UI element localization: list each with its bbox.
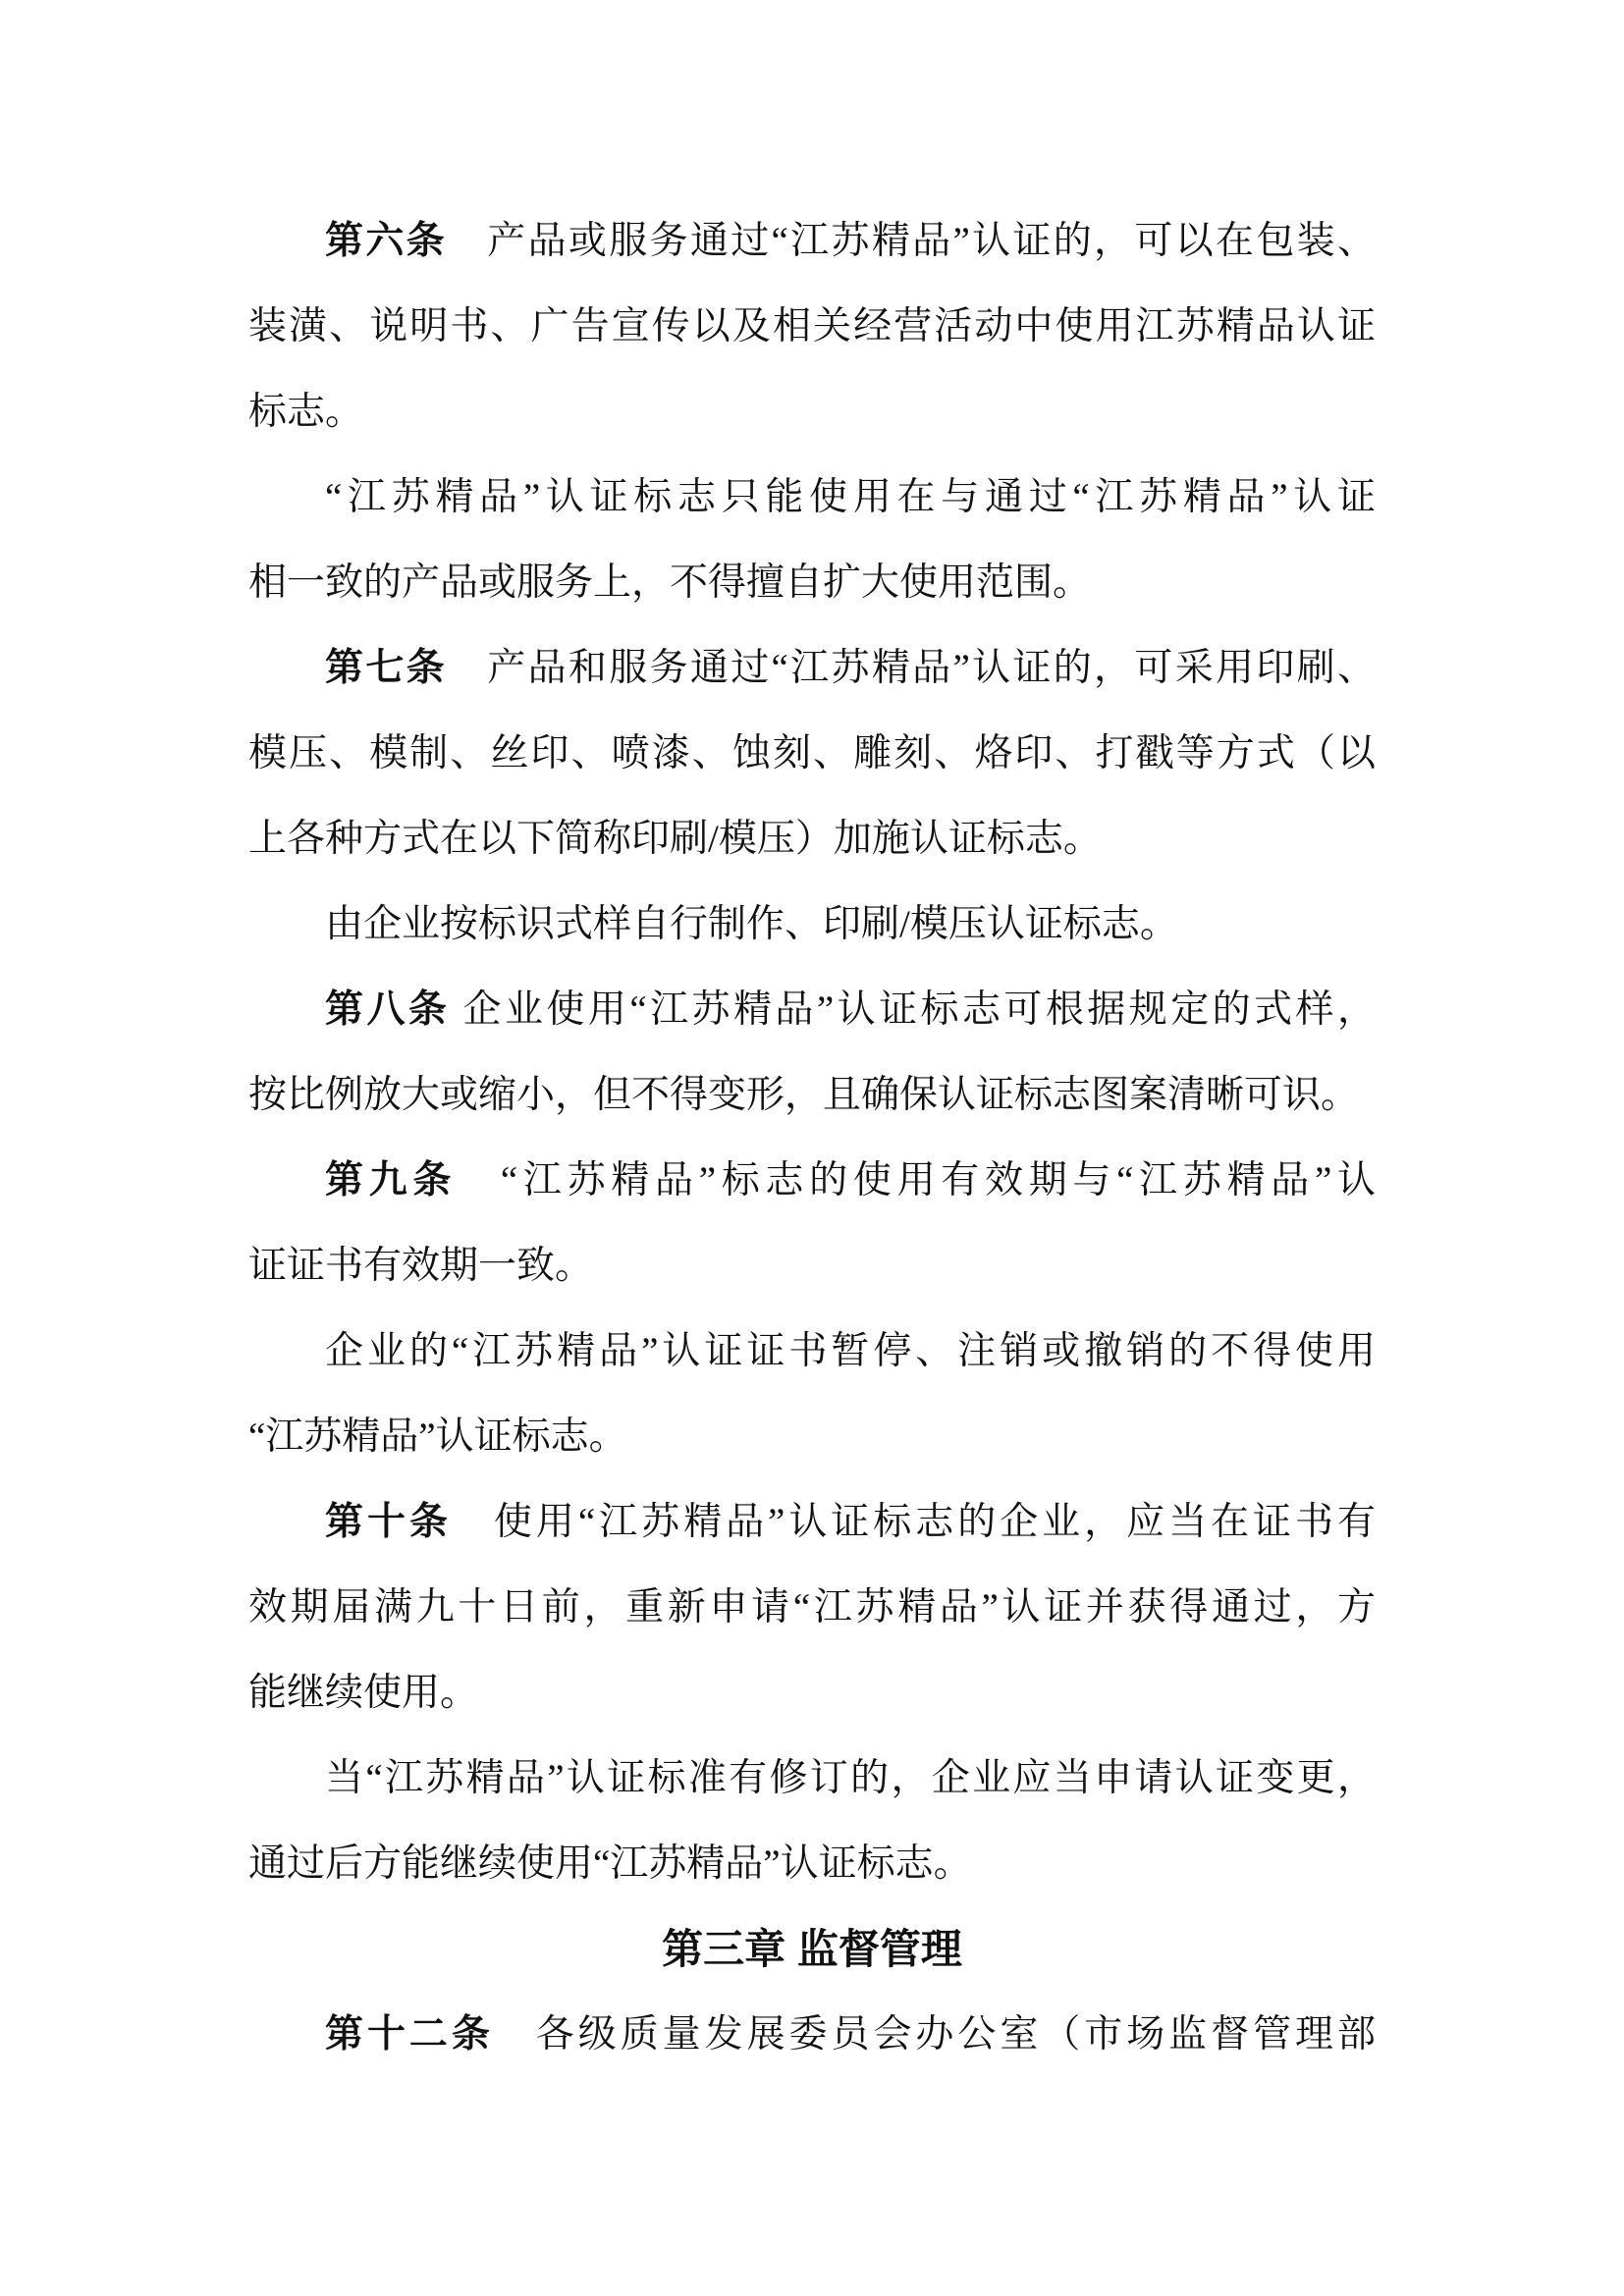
line-text: 装潢、说明书、广告宣传以及相关经营活动中使用江苏精品认证	[248, 305, 1376, 347]
line-text: 模压、模制、丝印、喷漆、蚀刻、雕刻、烙印、打戳等方式（以	[248, 732, 1376, 774]
text-line	[248, 454, 1376, 540]
text-line	[248, 1138, 1376, 1223]
line-text: 产品或服务通过“江苏精品”认证的，可以在包装、	[446, 220, 1376, 262]
text-line	[248, 625, 1376, 711]
article-number: 第八条	[325, 988, 451, 1031]
text-line	[248, 1394, 1376, 1479]
article-number: 第十条	[325, 1501, 452, 1543]
article-number: 第九条	[325, 1159, 458, 1201]
line-text: 能继续使用。	[248, 1672, 479, 1714]
text-line	[248, 1565, 1376, 1650]
text-line	[248, 1992, 1376, 2077]
text-line	[248, 967, 1376, 1052]
text-line	[248, 369, 1376, 454]
text-line	[248, 1308, 1376, 1394]
line-text: 标志。	[248, 391, 364, 433]
line-text: 各级质量发展委员会办公室（市场监督管理部	[493, 2013, 1376, 2056]
line-text: 相一致的产品或服务上，不得擅自扩大使用范围。	[248, 561, 1092, 604]
line-text: 按比例放大或缩小，但不得变形，且确保认证标志图案清晰可识。	[248, 1074, 1360, 1116]
line-text: 证证书有效期一致。	[248, 1245, 594, 1287]
article-number: 第十二条	[325, 2013, 494, 2056]
document-body	[248, 198, 1376, 2077]
article-number: 第六条	[325, 220, 447, 262]
text-line	[248, 711, 1376, 796]
line-text: 企业使用“江苏精品”认证标志可根据规定的式样，	[450, 988, 1376, 1031]
line-text: 由企业按标识式样自行制作、印刷/模压认证标志。	[325, 903, 1178, 945]
text-line	[248, 198, 1376, 284]
line-text: 上各种方式在以下简称印刷/模压）加施认证标志。	[248, 818, 1102, 860]
line-text: 当“江苏精品”认证标准有修订的，企业应当申请认证变更，	[325, 1757, 1376, 1799]
text-line	[248, 1735, 1376, 1821]
text-line	[248, 881, 1376, 967]
line-text: “江苏精品”认证标志只能使用在与通过“江苏精品”认证	[325, 476, 1376, 518]
text-line	[248, 796, 1376, 881]
text-line	[248, 1052, 1376, 1138]
article-number: 第七条	[325, 647, 447, 689]
text-line	[248, 1650, 1376, 1735]
line-text: “江苏精品”标志的使用有效期与“江苏精品”认	[457, 1159, 1376, 1201]
text-line	[248, 1223, 1376, 1308]
line-text: 使用“江苏精品”认证标志的企业，应当在证书有	[451, 1501, 1376, 1543]
text-line	[248, 1821, 1376, 1906]
article-number: 第三章 监督管理	[662, 1926, 962, 1972]
line-text: 产品和服务通过“江苏精品”认证的，可采用印刷、	[446, 647, 1376, 689]
line-text: “江苏精品”认证标志。	[248, 1415, 627, 1458]
text-line	[248, 284, 1376, 369]
line-text: 通过后方能继续使用“江苏精品”认证标志。	[248, 1842, 972, 1885]
chapter-heading	[248, 1906, 1376, 1992]
text-line	[248, 540, 1376, 625]
text-line	[248, 1479, 1376, 1565]
line-text: 企业的“江苏精品”认证证书暂停、注销或撤销的不得使用	[325, 1330, 1376, 1372]
line-text: 效期届满九十日前，重新申请“江苏精品”认证并获得通过，方	[248, 1586, 1376, 1629]
